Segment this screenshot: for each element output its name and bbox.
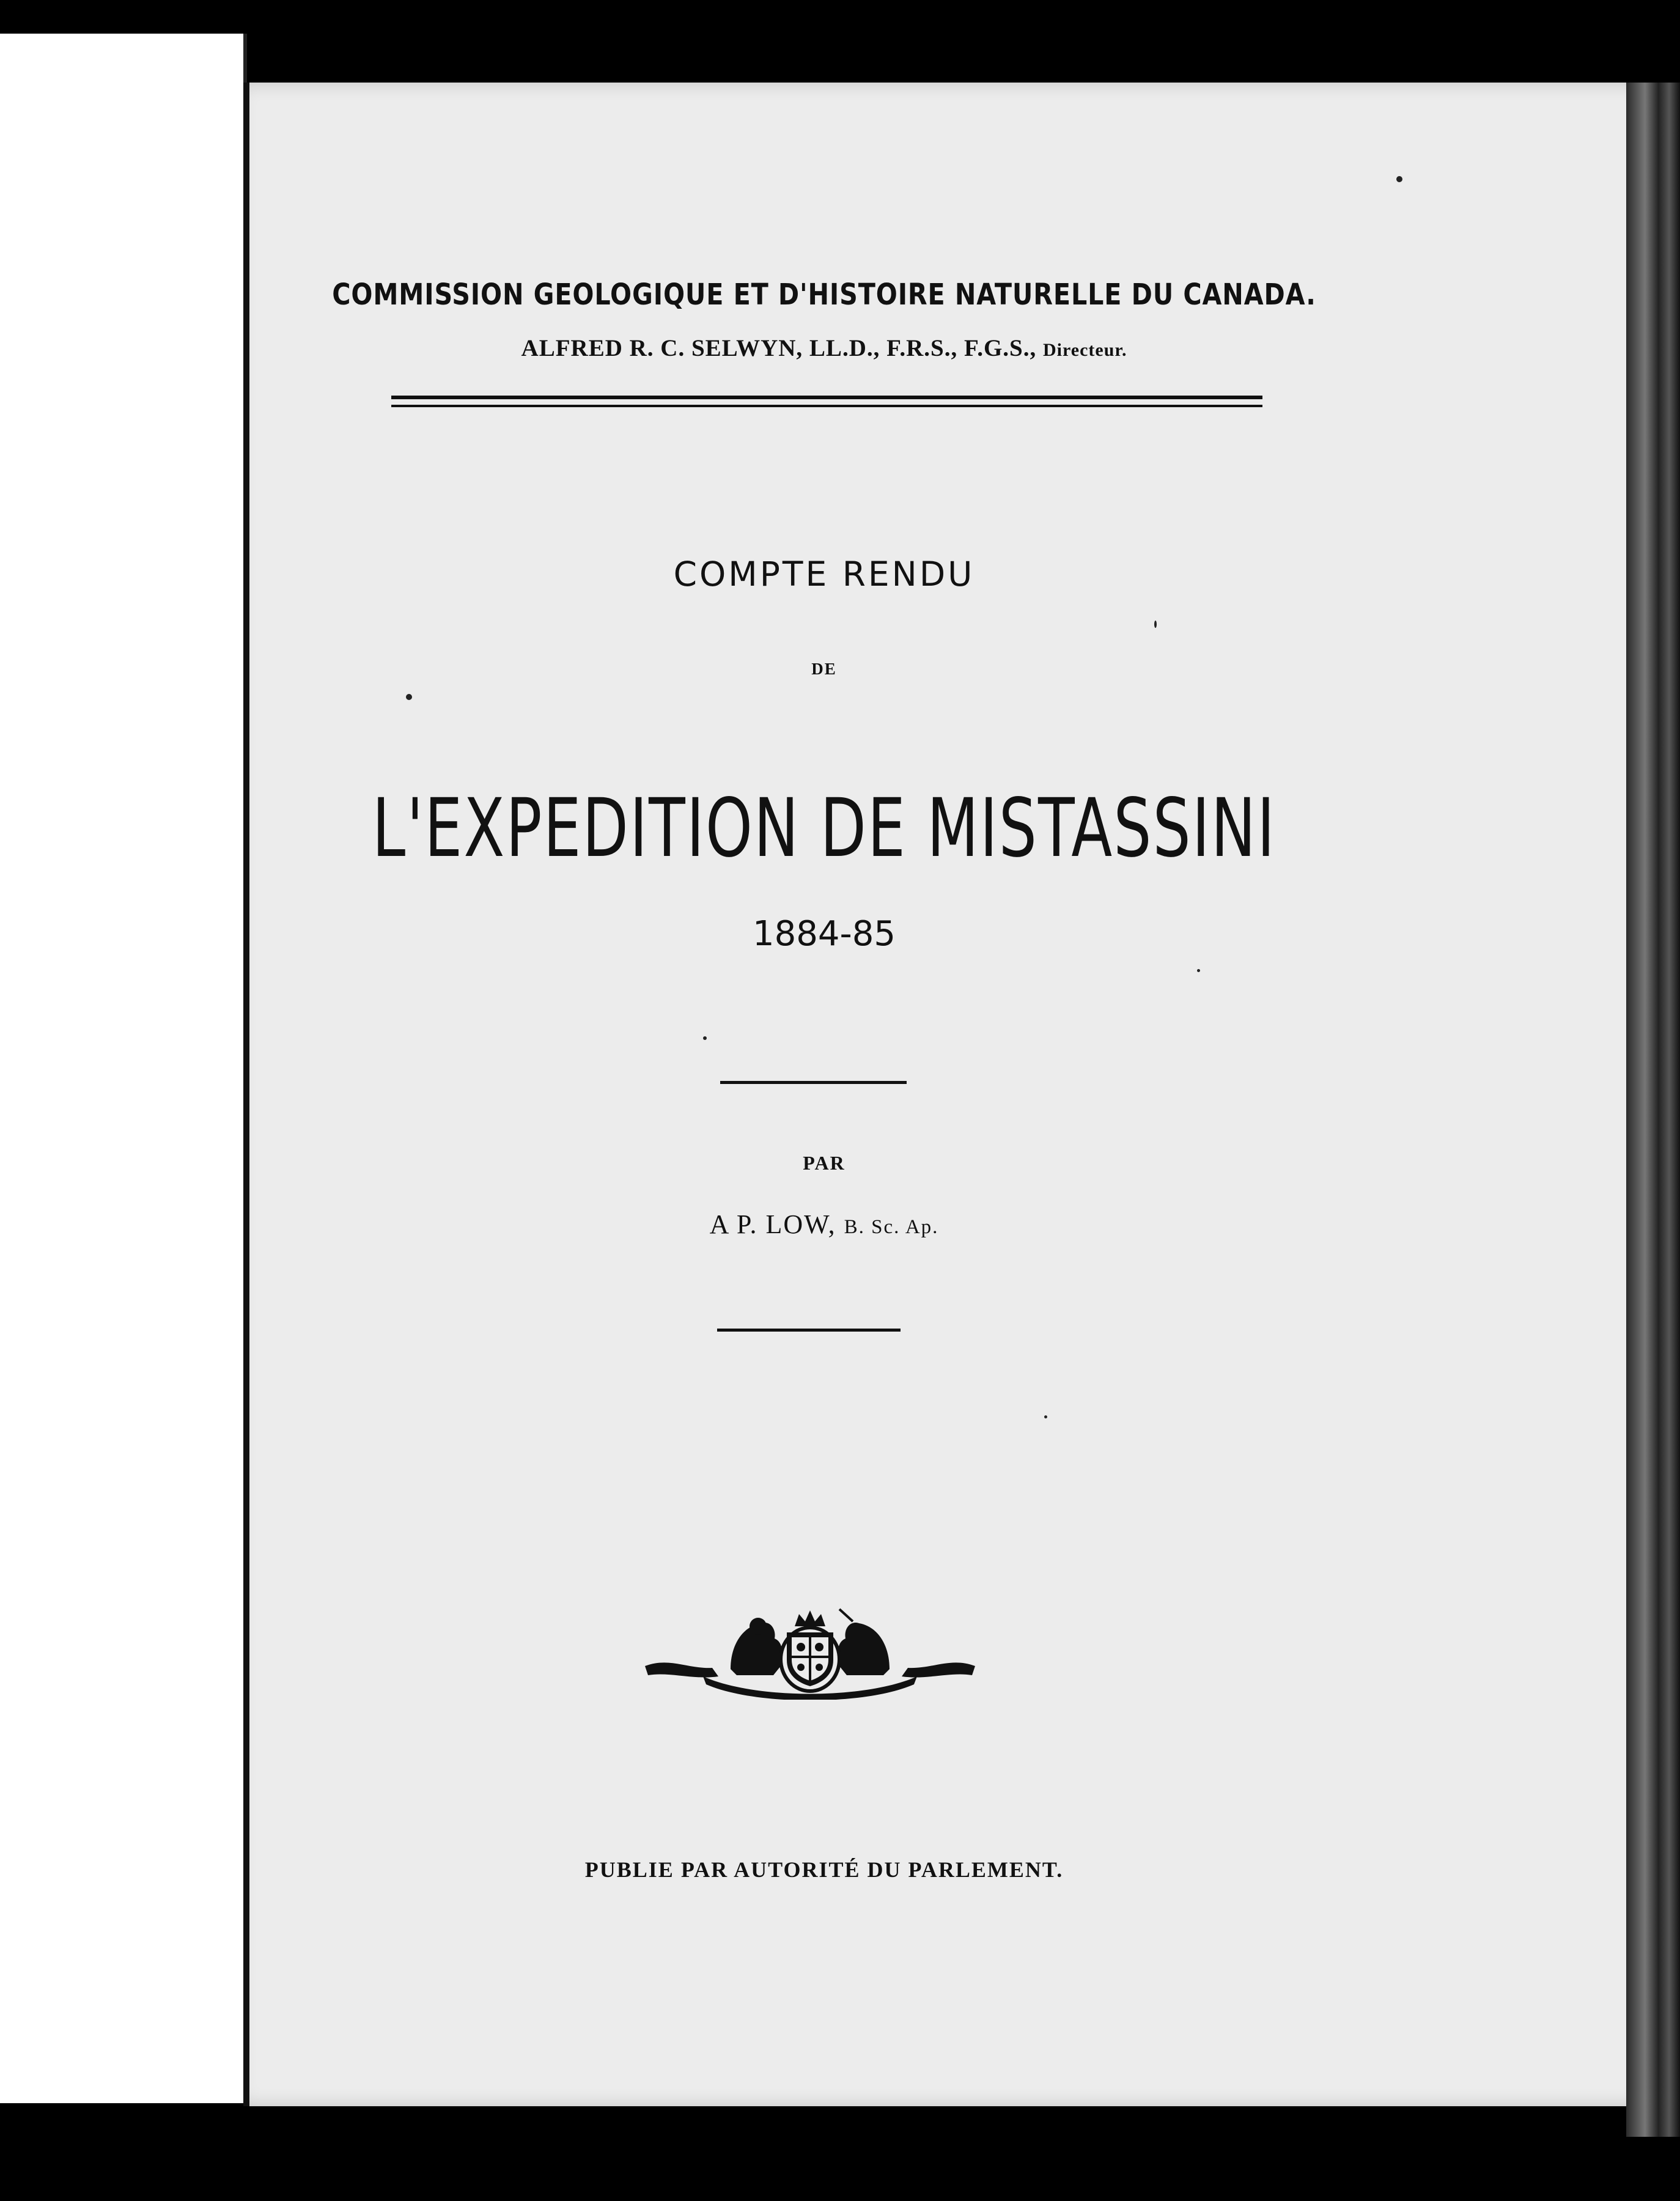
publisher-line: PUBLIE PAR AUTORITÉ DU PARLEMENT. <box>584 1857 1064 1882</box>
years-label: 1884-85 <box>753 914 896 954</box>
author-line <box>121 1209 1527 1240</box>
print-speck <box>703 1036 707 1040</box>
header-rule-thin <box>391 405 1262 407</box>
author-name: A P. LOW, <box>709 1209 844 1239</box>
royal-coat-of-arms-icon <box>645 1608 975 1700</box>
print-speck <box>1396 176 1402 182</box>
title-page <box>243 83 1656 2106</box>
director-name: ALFRED R. C. SELWYN, LL.D., F.R.S., F.G.S., <box>521 335 1043 361</box>
separator-rule <box>717 1329 901 1332</box>
print-speck <box>1197 969 1200 972</box>
book-binding-edge <box>1626 83 1680 2137</box>
director-title: Directeur. <box>1042 340 1127 360</box>
author-degree: B. Sc. Ap. <box>844 1216 939 1238</box>
commission-heading: COMMISSION GEOLOGIQUE ET D'HISTOIRE NATURELLE DU CANADA. <box>332 278 1316 312</box>
header-rule-thick <box>391 396 1262 399</box>
compte-rendu-heading: COMPTE RENDU <box>673 555 975 594</box>
print-speck <box>406 694 412 700</box>
de-connector: DE <box>811 660 837 678</box>
main-title: L'EXPEDITION DE MISTASSINI <box>372 781 1277 876</box>
par-label: PAR <box>803 1152 846 1174</box>
separator-rule <box>720 1081 907 1084</box>
director-line <box>121 334 1527 362</box>
print-speck <box>1044 1415 1047 1418</box>
print-speck <box>1154 621 1157 628</box>
